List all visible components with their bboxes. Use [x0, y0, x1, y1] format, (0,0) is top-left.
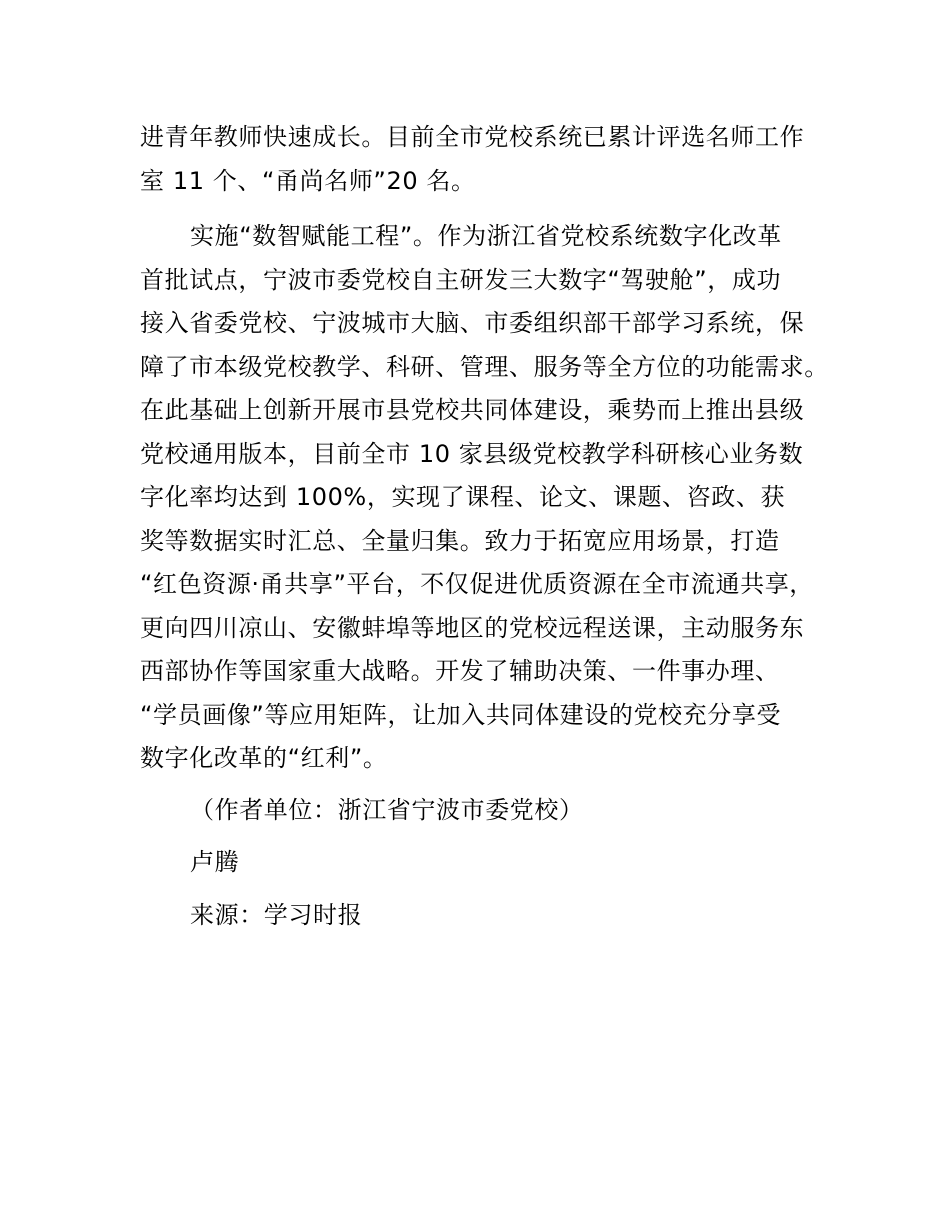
paragraph-2-line-2: 首批试点，宁波市委党校自主研发三大数字“驾驶舱”，成功 [140, 266, 782, 294]
paragraph-2-line-1: 实施“数智赋能工程”。作为浙江省党校系统数字化改革 [190, 222, 782, 250]
author-unit: （作者单位：浙江省宁波市委党校） [190, 796, 584, 824]
paragraph-2-line-13: 数字化改革的“红利”。 [140, 744, 388, 772]
paragraph-2-line-8: 奖等数据实时汇总、全量归集。致力于拓宽应用场景，打造 [140, 527, 780, 555]
paragraph-1-line-2: 室 11 个、“甬尚名师”20 名。 [140, 167, 476, 195]
paragraph-2-line-4: 障了市本级党校教学、科研、管理、服务等全方位的功能需求。 [140, 353, 829, 381]
paragraph-2-line-7: 字化率均达到 100%，实现了课程、论文、课题、咨政、获 [140, 483, 786, 511]
paragraph-2-line-6: 党校通用版本，目前全市 10 家县级党校教学科研核心业务数 [140, 440, 804, 468]
paragraph-2-line-5: 在此基础上创新开展市县党校共同体建设，乘势而上推出县级 [140, 396, 805, 424]
author-name: 卢腾 [190, 848, 240, 876]
source-line: 来源：学习时报 [190, 901, 363, 929]
paragraph-2-line-12: “学员画像”等应用矩阵，让加入共同体建设的党校充分享受 [140, 701, 782, 729]
paragraph-2-line-3: 接入省委党校、宁波城市大脑、市委组织部干部学习系统，保 [140, 309, 805, 337]
paragraph-2-line-9: “红色资源·甬共享”平台，不仅促进优质资源在全市流通共享， [140, 570, 814, 598]
paragraph-2-line-11: 西部协作等国家重大战略。开发了辅助决策、一件事办理、 [140, 657, 780, 685]
paragraph-2-line-10: 更向四川凉山、安徽蚌埠等地区的党校远程送课，主动服务东 [140, 614, 805, 642]
paragraph-1-line-1: 进青年教师快速成长。目前全市党校系统已累计评选名师工作 [140, 123, 805, 151]
